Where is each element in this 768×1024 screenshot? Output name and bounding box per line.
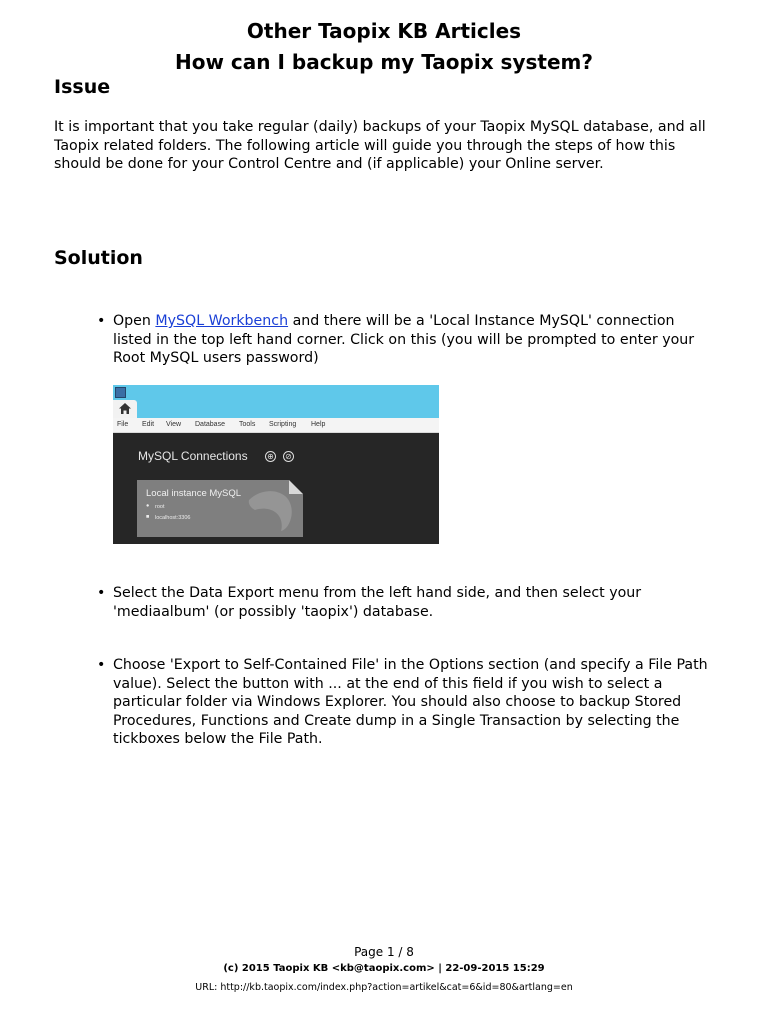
- menu-scripting: Scripting: [269, 421, 297, 428]
- step-text: Choose 'Export to Self-Contained File' in the Options section (and specify a File Path value). Select the button with ... at the end of this field if you wish to select a particular folder via Windows Explorer. You should also choose to backup Stored Procedures, Functions and Create dump in a Single Transaction by selecting the tickboxes below the File Path.: [113, 657, 708, 748]
- kb-section-title: Other Taopix KB Articles: [246, 19, 522, 43]
- user-icon: ●: [146, 503, 150, 509]
- host-icon: ■: [146, 514, 150, 520]
- article-title: How can I backup my Taopix system?: [175, 50, 593, 74]
- home-tab: [113, 400, 137, 418]
- menu-database: Database: [195, 421, 225, 428]
- connections-title: MySQL Connections: [138, 449, 248, 463]
- menu-edit: Edit: [142, 421, 155, 428]
- app-icon: [115, 387, 126, 398]
- footer-copyright: (c) 2015 Taopix KB <kb@taopix.com> | 22-09-2015 15:29: [223, 963, 545, 974]
- step-text-end: and there will be a 'Local Instance MySQL' connection listed in the top left hand corner. Click on this (you will be prompted to enter your Root MySQL users password): [113, 313, 695, 367]
- issue-paragraph: It is important that you take regular (daily) backups of your Taopix MySQL database, and all Taopix related folders. The following article will guide you through the steps of how this should be done for your Control Centre and (if applicable) your Online server.: [54, 119, 706, 173]
- bullet-marker: •: [97, 657, 106, 673]
- solution-step-3: [97, 656, 717, 749]
- tile-host: localhost:3306: [155, 515, 191, 521]
- solution-step-1: [97, 312, 717, 368]
- issue-heading: Issue: [54, 76, 111, 98]
- menu-bar: [113, 418, 439, 433]
- bullet-marker: •: [97, 585, 106, 601]
- page-number: Page 1 / 8: [354, 945, 414, 959]
- workbench-screenshot: [113, 385, 439, 544]
- bullet-marker: •: [97, 313, 106, 329]
- tile-name: Local instance MySQL: [146, 488, 242, 499]
- home-icon: [119, 403, 131, 414]
- menu-view: View: [166, 421, 182, 428]
- tile-corner: [289, 480, 303, 494]
- menu-tools: Tools: [239, 421, 256, 428]
- manage-connections-icon: ⊘: [283, 451, 294, 462]
- add-connection-icon: ⊕: [265, 451, 276, 462]
- connection-tile: [137, 480, 303, 537]
- solution-step-2: [97, 584, 717, 621]
- footer-url: URL: http://kb.taopix.com/index.php?action=artikel&cat=6&id=80&artlang=en: [195, 982, 573, 993]
- menu-file: File: [117, 421, 129, 428]
- mysql-workbench-link[interactable]: MySQL Workbench: [155, 313, 289, 329]
- solution-heading: Solution: [54, 247, 143, 269]
- step-text: [113, 312, 717, 368]
- step-text-start: Open: [113, 313, 156, 329]
- step-text: Select the Data Export menu from the left hand side, and then select your 'mediaalbum' (or possibly 'taopix') database.: [113, 585, 642, 620]
- title-bar: [113, 385, 439, 418]
- tile-user: root: [155, 504, 165, 510]
- menu-help: Help: [311, 421, 326, 428]
